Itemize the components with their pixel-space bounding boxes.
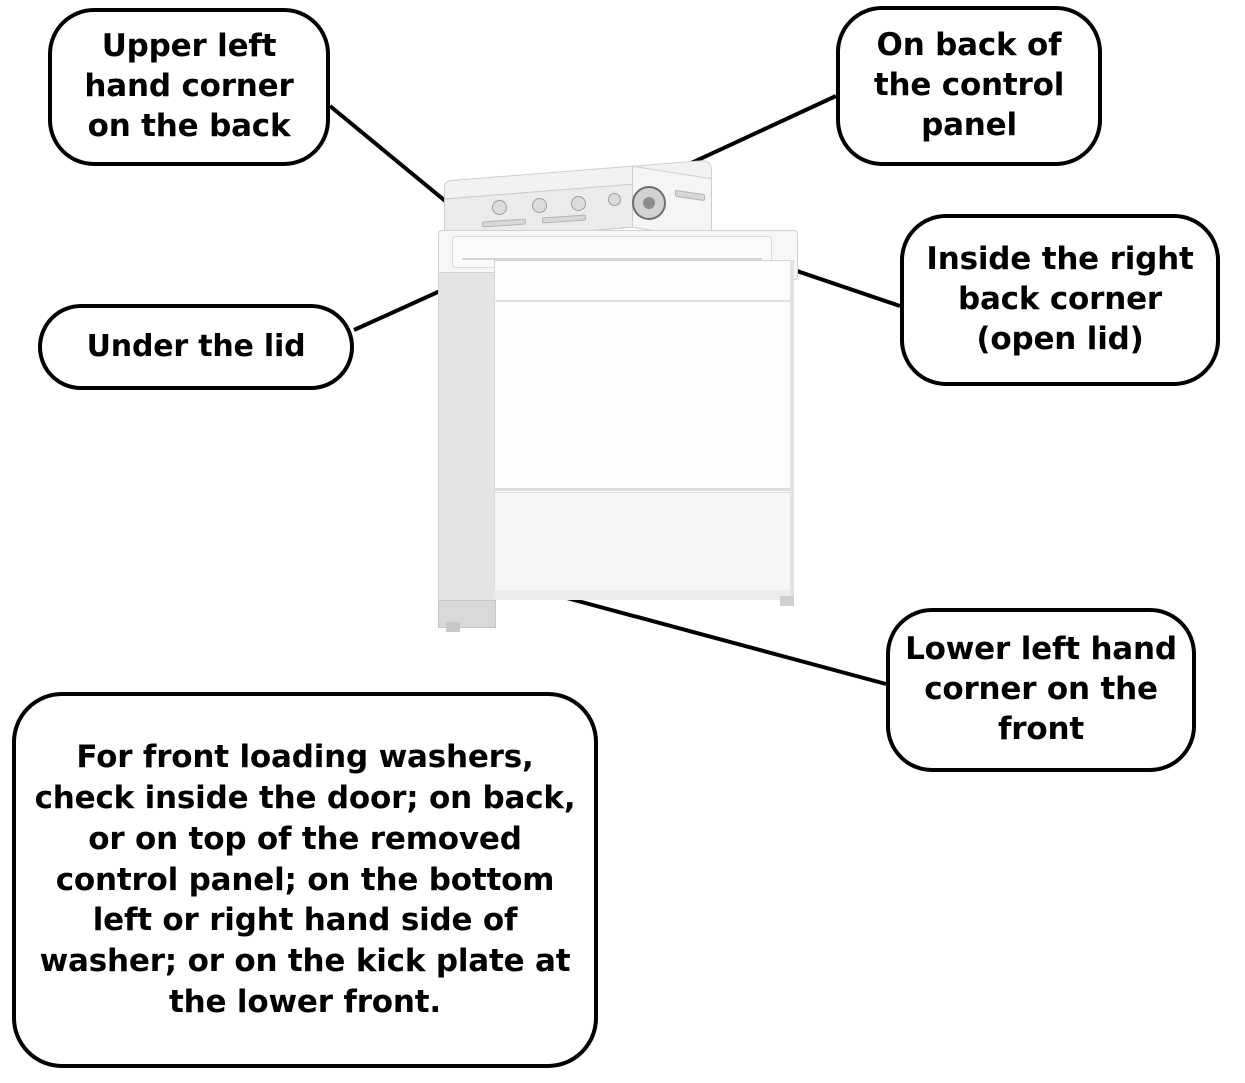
- callout-inside-right-back-corner: [900, 214, 1220, 386]
- callout-front-loading-washers-text: For front loading washers, check inside the door; on back, or on top of the removed control panel; on the bottom left or right hand side of washer; or on the kick plate at the lower front.: [34, 738, 576, 1021]
- callout-control-panel-back: [836, 6, 1102, 166]
- washer-right-edge: [790, 260, 794, 600]
- callout-inside-right-back-corner-text: Inside the right back corner (open lid): [926, 241, 1194, 357]
- cycle-selector-dial-center: [643, 197, 655, 209]
- callout-front-loading-washers: [12, 692, 598, 1068]
- control-knob-icon: [492, 200, 507, 215]
- front-panel-upper-seam: [494, 300, 794, 302]
- washer-illustration: [432, 160, 822, 640]
- front-panel-lower-seam: [494, 488, 794, 491]
- callout-upper-left-back-text: Upper left hand corner on the back: [84, 28, 294, 144]
- callout-under-the-lid: [38, 304, 354, 390]
- control-knob-icon: [608, 193, 621, 206]
- control-knob-icon: [532, 198, 547, 213]
- washer-leveling-foot: [446, 622, 460, 632]
- control-knob-icon: [571, 196, 586, 211]
- washer-leveling-foot: [780, 596, 794, 606]
- callout-control-panel-back-text: On back of the control panel: [873, 27, 1065, 143]
- callout-under-the-lid-text: Under the lid: [86, 328, 306, 364]
- washer-base-shadow: [494, 590, 794, 600]
- washer-left-side-panel: [438, 272, 496, 622]
- washer-kick-plate: [494, 492, 794, 600]
- callout-lower-left-front: [886, 608, 1196, 772]
- callout-lower-left-front-text: Lower left hand corner on the front: [905, 631, 1177, 747]
- callout-upper-left-back: [48, 8, 330, 166]
